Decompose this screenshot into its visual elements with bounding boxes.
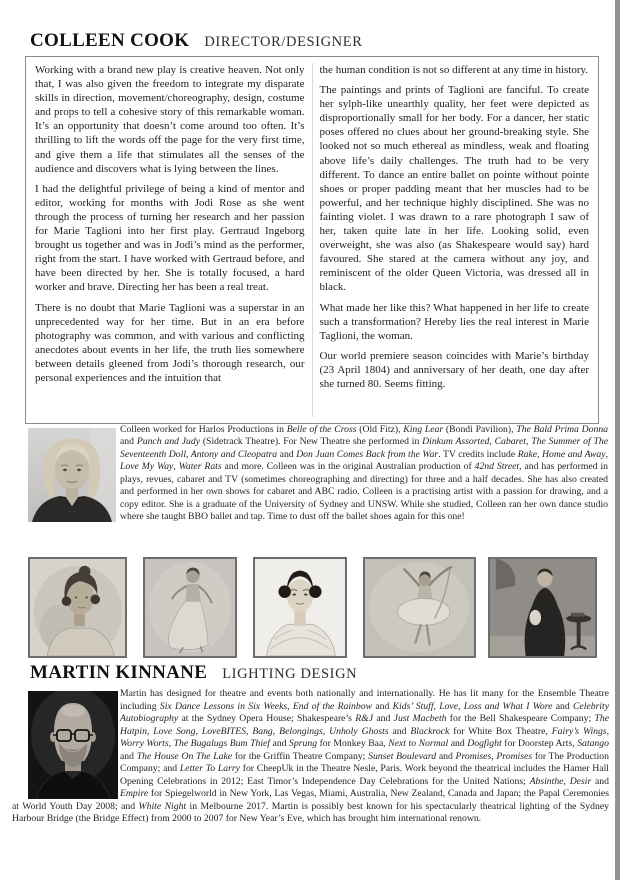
taglioni-engraving-sketch: [255, 559, 345, 656]
directors-note-right-column: the human condition is not so different at any time in history. The paintings and prints of Taglioni are fanciful. To create her sylph-like unearthly quality, her feet were depicted as disproportionally small for her body. For a dancer, her static poses offered no clues about her ground-breaking style. She looked not so much ethereal as mindless, weak and floating above life’s daily challenges. The truth had to be very different. To dance an entire ballet on pointe without pointe shoes or proper padding meant that her muscles had to be powerful, and her technique highly disciplined. She was no fainting violet. I was drawn to a rare photograph I saw of her, taken quite late in her life. Looking solid, even overweight, she was also (as Shakespeare would say) hard favoured. She stared at the camera without any joy, and reminiscent of the older Queen Victoria, was dressed all in black. What made her like this? What happened in her life to create such a transformation? Hereby lies the real interest in Marie Taglioni, the woman. Our world premiere season coincides with Marie’s birthday (23 April 1804) and anniversary of her death, one day after she turned 80. Seems fitting.: [319, 64, 589, 390]
taglioni-portrait-4: [363, 557, 476, 658]
martin-bio-rich-text: Martin has designed for theatre and events both nationally and internationally. He has lit many for the Ensemble Theatre including Six Dance Lessons in Six Weeks, End of the Rainbow and Kids’ Stuff, Love, Loss and What I Wore and Celebrity Autobiography at the Sydney Opera House; Shakespeare’s R&J and Just Macbeth for the Bell Shakespeare Company; The Hatpin, Love Song, LoveBITES, Bang, Belongings, Unholy Ghosts and Blackrock for White Box Theatre, Fairy’s Wings, Worry Worts, The Bugalugs Bum Thief and Sprung for Monkey Baa, Next to Normal and Dogfight for Doorstep Arts, Satango and The House On The Lake for the Griffin Theatre Company; Sunset Boulevard and Promises, Promises for The Production Company; and Letter To Larry for CheepUk in the Theatre Nesle, Paris. Work beyond the theatrical includes the Hamer Hall Opening Celebrations in 2012; East Timor’s Independence Day Celebrations for the United Nations; Absinthe, Desir and Empire for Spiegelworld in New York, Las Vegas, Miami, Australia, New Zealand, Canada and Japan; the Papal Ceremonies at World Youth Day 2008; and White Night in Melbourne 2017. Martin is possibly best known for his spectacularly theatrical lighting of the Sydney Harbour Bridge (the Bridge Effect) from 2000 to 2007 for New Year’s Eve, which has brought him international renown.: [12, 688, 610, 824]
colleen-bio-text: [12, 424, 608, 524]
colleen-headshot-illustration: [28, 428, 116, 522]
taglioni-photograph-sketch: [490, 559, 595, 656]
colleen-cook-photo: [12, 424, 120, 522]
taglioni-portrait-2: [143, 557, 237, 658]
martin-kinnane-photo: [12, 688, 120, 800]
colleen-name-heading: COLLEEN COOK: [30, 30, 190, 51]
page-edge-line: [615, 0, 620, 880]
martin-kinnane-header: [30, 662, 357, 684]
directors-note-left-column: Working with a brand new play is creative heaven. Not only that, I was also given the freedom to integrate my disparate skills in direction, movement/choreography, design, costume and props to tell a cohesive story of this remarkable woman. It’s an opportunity that doesn’t come around too often. It’s thrilling to lift the words off the page for the very first time, and give them a life that stimulates all the senses of the audience and discovers what is lying between the lines. I had the delightful privilege of being a kind of mentor and editor, working for months with Jodi Rose as she went through the process of turning her research and her passion for Marie Taglioni into her first play. Gertraud Ingeborg brought us together and was in Jodi’s mind as the performer, right from the start. I have worked with Gertraud before, and have been directed by her. She is totally focused, a hard worker and brave. Directing her has been a real treat. There is no doubt that Marie Taglioni was a superstar in an unprecedented way for her time. But in an era before photography was common, and with various and conflicting anecdotes about events in her life, the truth lies somewhere between details gleened from Jodi’s thorough research, our personal experiences and the intuition that: [35, 63, 313, 417]
martin-name-heading: MARTIN KINNANE: [30, 662, 208, 683]
taglioni-ballet-pose-sketch: [365, 559, 474, 656]
martin-headshot-illustration: [28, 691, 118, 799]
taglioni-bust-sketch: [30, 559, 125, 656]
colleen-bio-rich-text: Colleen worked for Harlos Productions in Belle of the Cross (Old Fitz), King Lear (Bondi Pavilion), The Bald Prima Donna and Punch and Judy (Sidetrack Theatre). For New Theatre she performed in Dinkum Assorted, Cabaret, The Summer of The Seventeenth Doll, Antony and Cleopatra and Don Juan Comes Back from the War. TV credits include Rake, Home and Away, Love My Way, Water Rats and more. Colleen was in the original Australian production of 42nd Street, and has performed in plays, revues, cabaret and TV (sometimes choreographing and directing) for three and a half decades. She has also created and performed in her own shows for cabaret and ABC radio. Colleen is a practising artist with a passion for drawing, and a copy editor. She is a graduate of the University of Sydney and UNSW. While she studied, Colleen ran her own dance studio where she taught BBO ballet and tap. Time to dust off the ballet shoes again for this one!: [120, 424, 609, 523]
taglioni-portrait-3: [253, 557, 347, 658]
taglioni-dancer-sketch: [145, 559, 235, 656]
martin-role-heading: LIGHTING DESIGN: [222, 666, 358, 682]
martin-bio-text: [12, 688, 609, 826]
taglioni-portrait-5: [488, 557, 597, 658]
colleen-role-heading: DIRECTOR/DESIGNER: [204, 34, 363, 50]
colleen-cook-header: [30, 30, 363, 52]
directors-note-box: [25, 56, 599, 424]
taglioni-portrait-1: [28, 557, 127, 658]
